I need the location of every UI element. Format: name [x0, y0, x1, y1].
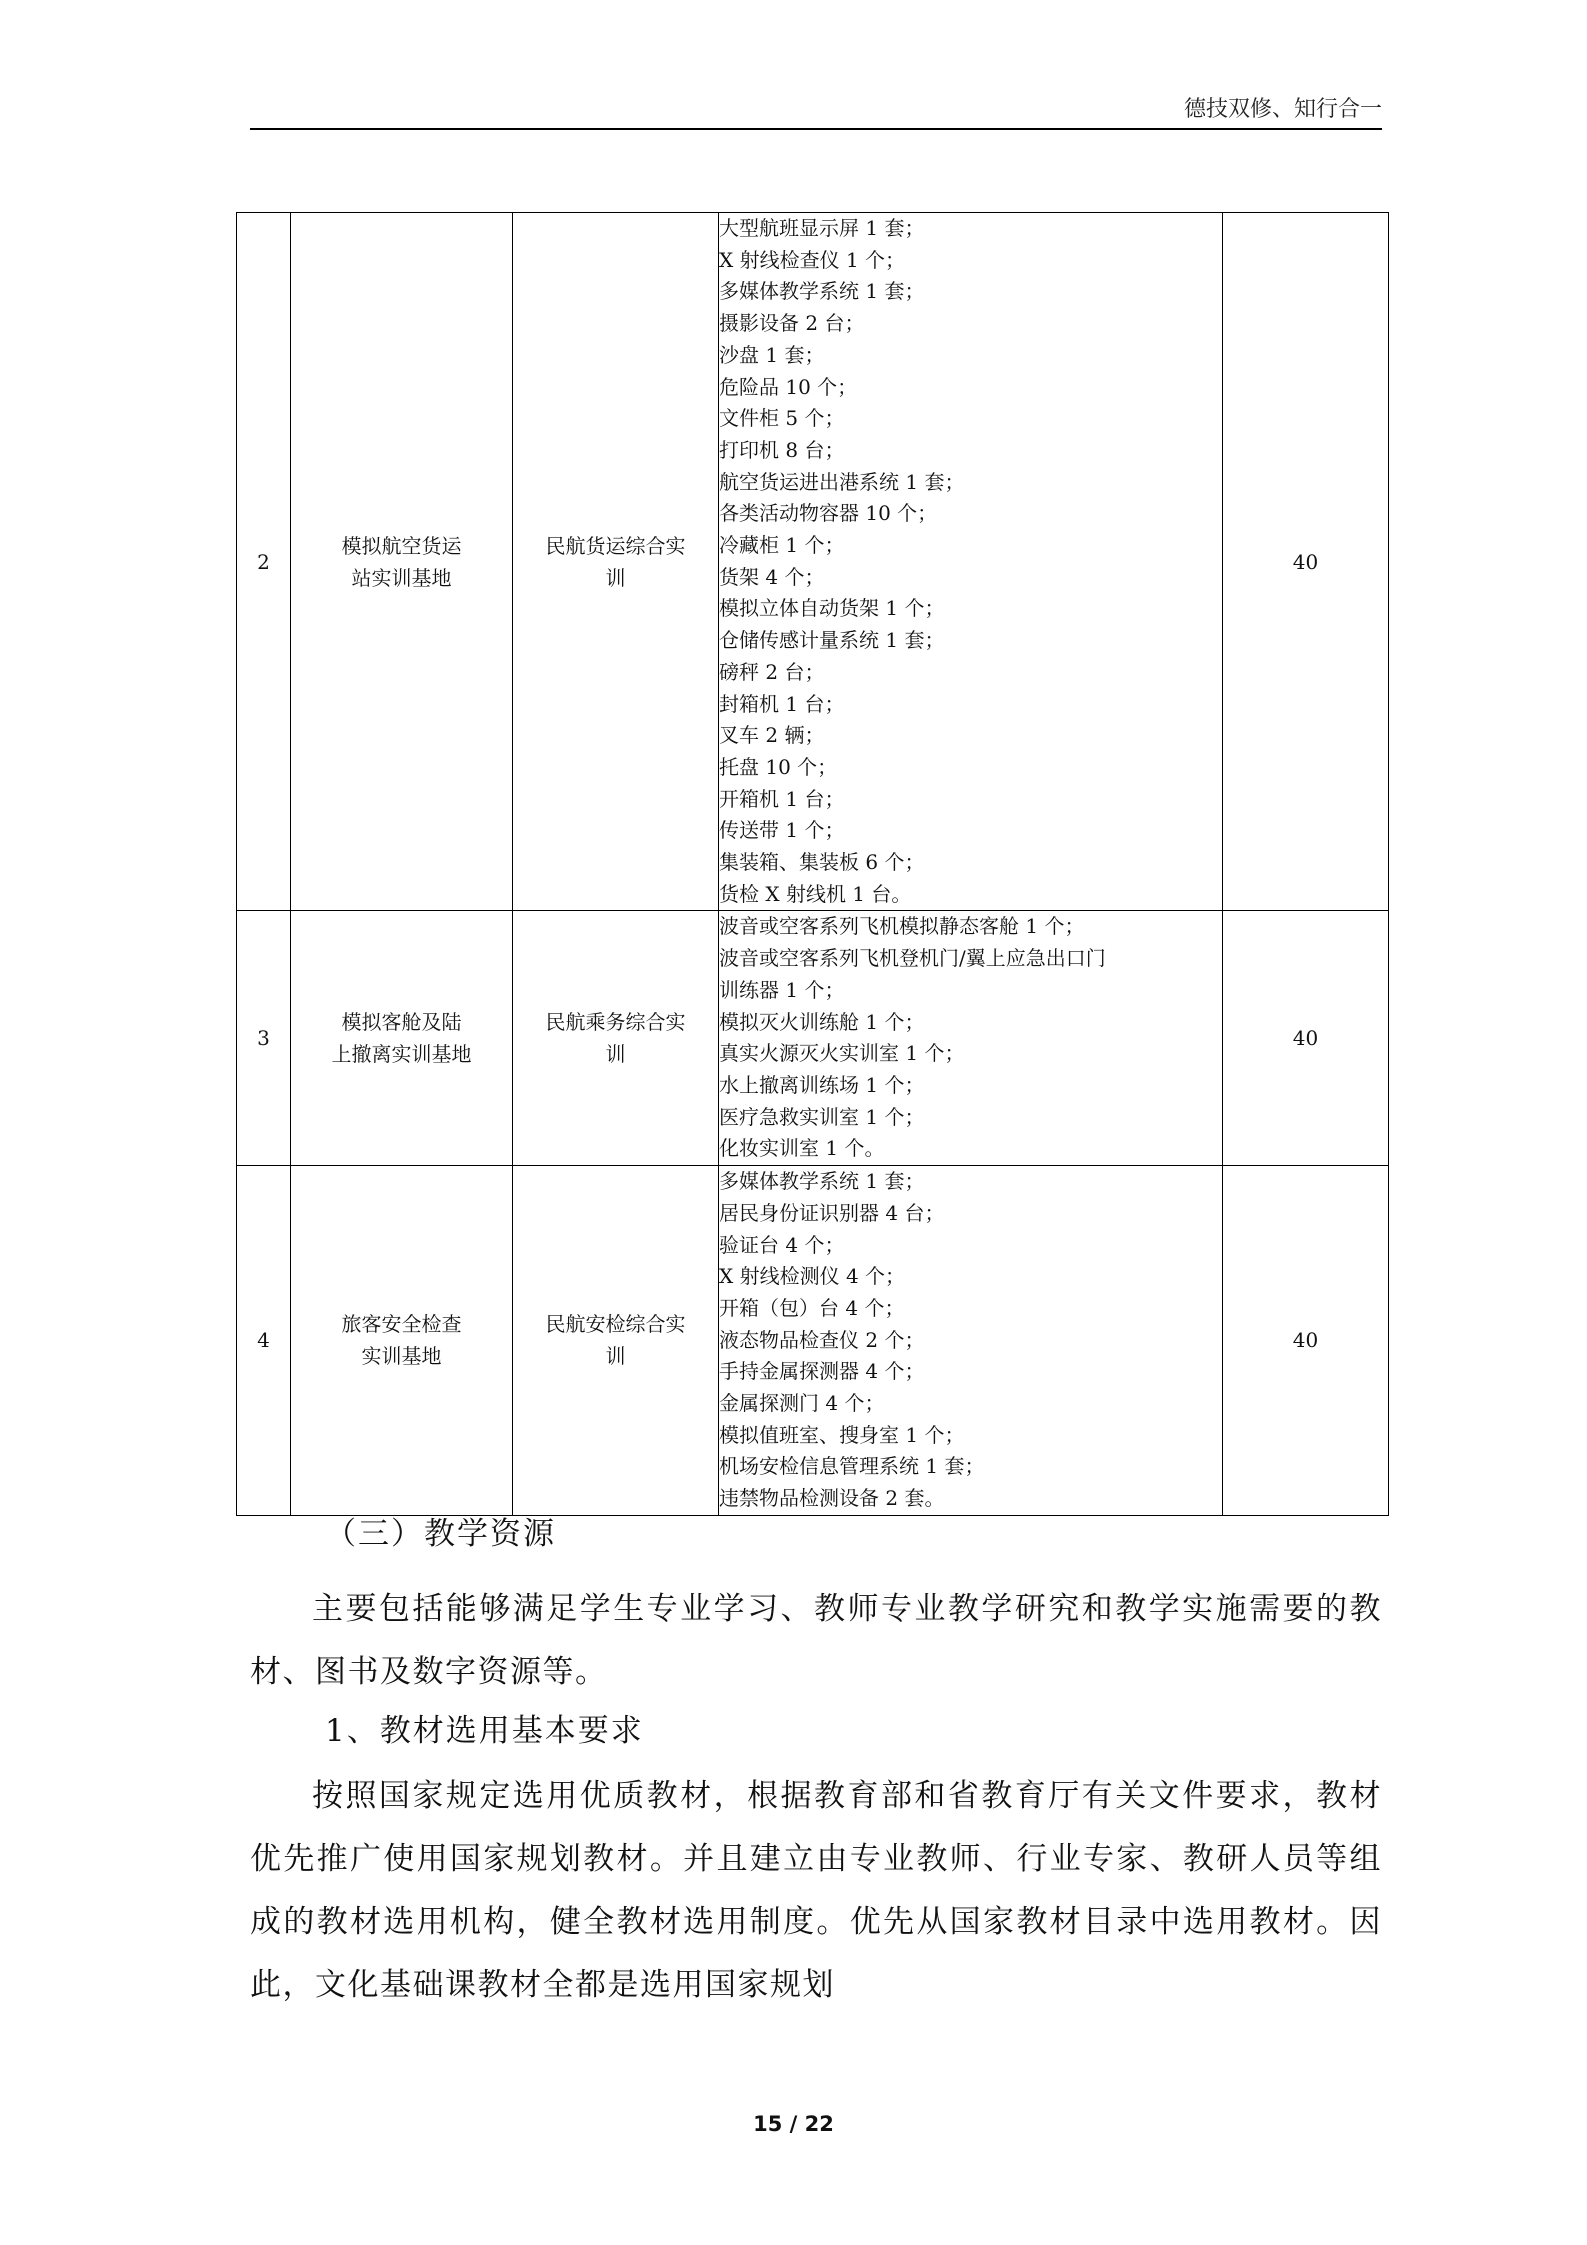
- equipment-item: 各类活动物容器 10 个；: [719, 501, 938, 526]
- equipment-item: 波音或空客系列飞机模拟静态客舱 1 个；: [719, 914, 1085, 939]
- header-motto: 德技双修、知行合一: [1183, 97, 1382, 122]
- course-name: [513, 1166, 719, 1516]
- equipment-item: 封箱机 1 台；: [719, 691, 845, 716]
- training-base-line: 模拟客舱及陆: [341, 1010, 462, 1035]
- equipment-item: 沙盘 1 套；: [719, 342, 825, 367]
- equipment-item: 托盘 10 个；: [719, 754, 838, 779]
- training-base-line: 实训基地: [361, 1344, 442, 1369]
- equipment-item: 传送带 1 个；: [719, 818, 845, 843]
- training-base-name: [291, 911, 513, 1166]
- course-name: [513, 213, 719, 911]
- equipment-item: 摄影设备 2 台；: [719, 311, 865, 336]
- equipment-item: 叉车 2 辆；: [719, 723, 825, 748]
- equipment-item: 居民身份证识别器 4 台；: [719, 1200, 945, 1225]
- equipment-item: 真实火源灭火实训室 1 个；: [719, 1041, 965, 1066]
- station-capacity: 40: [1223, 213, 1389, 911]
- header-divider: [250, 128, 1382, 130]
- station-capacity: 40: [1223, 1166, 1389, 1516]
- table-body: [237, 213, 1389, 1516]
- equipment-item: 货架 4 个；: [719, 564, 825, 589]
- section-heading: （三）教学资源: [325, 1516, 556, 1552]
- course-line: 民航乘务综合实: [545, 1010, 686, 1035]
- course-line: 民航安检综合实: [545, 1312, 686, 1337]
- equipment-item: 集装箱、集装板 6 个；: [719, 850, 925, 875]
- training-base-line: 模拟航空货运: [341, 533, 462, 558]
- equipment-list: [719, 213, 1223, 911]
- course-line: 训: [605, 1042, 626, 1067]
- training-base-table: [236, 212, 1389, 1516]
- training-base-name: [291, 1166, 513, 1516]
- equipment-list: [719, 911, 1223, 1166]
- equipment-item: 验证台 4 个；: [719, 1232, 845, 1257]
- equipment-item: 机场安检信息管理系统 1 套；: [719, 1454, 985, 1479]
- table-row: [237, 213, 1389, 911]
- paragraph-teaching-resources: 主要包括能够满足学生专业学习、教师专业教学研究和教学实施需要的教材、图书及数字资源等。: [250, 1591, 1382, 1690]
- equipment-item: 水上撤离训练场 1 个；: [719, 1072, 925, 1097]
- course-line: 训: [605, 1344, 626, 1369]
- course-line: 民航货运综合实: [545, 533, 686, 558]
- equipment-item: 训练器 1 个；: [719, 977, 845, 1002]
- subsection-heading: 1、教材选用基本要求: [325, 1713, 644, 1749]
- equipment-item: 医疗急救实训室 1 个；: [719, 1104, 925, 1129]
- equipment-item: 航空货运进出港系统 1 套；: [719, 469, 965, 494]
- equipment-item: 违禁物品检测设备 2 套。: [719, 1486, 945, 1511]
- equipment-item: 手持金属探测器 4 个；: [719, 1359, 925, 1384]
- equipment-list: [719, 1166, 1223, 1516]
- training-base-line: 旅客安全检查: [341, 1312, 462, 1337]
- row-number: 2: [237, 213, 291, 911]
- equipment-item: 磅秤 2 台；: [719, 659, 825, 684]
- equipment-item: 打印机 8 台；: [719, 437, 845, 462]
- equipment-item: 危险品 10 个；: [719, 374, 858, 399]
- equipment-item: 冷藏柜 1 个；: [719, 533, 845, 558]
- table-row: [237, 1166, 1389, 1516]
- equipment-item: 化妆实训室 1 个。: [719, 1136, 885, 1161]
- training-base-line: 上撤离实训基地: [331, 1042, 472, 1067]
- training-base-line: 站实训基地: [351, 565, 452, 590]
- course-line: 训: [605, 565, 626, 590]
- equipment-item: 货检 X 射线机 1 台。: [719, 881, 912, 906]
- station-capacity: 40: [1223, 911, 1389, 1166]
- course-name: [513, 911, 719, 1166]
- equipment-item: 模拟值班室、搜身室 1 个；: [719, 1422, 965, 1447]
- equipment-item: 金属探测门 4 个；: [719, 1391, 885, 1416]
- equipment-item: 多媒体教学系统 1 套；: [719, 279, 925, 304]
- row-number: 3: [237, 911, 291, 1166]
- equipment-item: 模拟立体自动货架 1 个；: [719, 596, 945, 621]
- equipment-item: 大型航班显示屏 1 套；: [719, 216, 925, 240]
- equipment-item: 仓储传感计量系统 1 套；: [719, 628, 945, 653]
- equipment-item: 波音或空客系列飞机登机门/翼上应急出口门: [719, 946, 1106, 971]
- equipment-item: 开箱（包）台 4 个；: [719, 1295, 905, 1320]
- page-number: 15 / 22: [753, 2112, 834, 2136]
- equipment-item: 开箱机 1 台；: [719, 786, 845, 811]
- equipment-item: 文件柜 5 个；: [719, 406, 845, 431]
- equipment-item: 模拟灭火训练舱 1 个；: [719, 1009, 925, 1034]
- equipment-item: X 射线检测仪 4 个；: [719, 1264, 906, 1289]
- table-row: [237, 911, 1389, 1166]
- training-base-name: [291, 213, 513, 911]
- row-number: 4: [237, 1166, 291, 1516]
- equipment-item: 多媒体教学系统 1 套；: [719, 1169, 925, 1194]
- equipment-item: 液态物品检查仪 2 个；: [719, 1327, 925, 1352]
- equipment-item: X 射线检查仪 1 个；: [719, 247, 906, 272]
- paragraph-textbook-requirements: 按照国家规定选用优质教材，根据教育部和省教育厅有关文件要求，教材优先推广使用国家规划教材。并且建立由专业教师、行业专家、教研人员等组成的教材选用机构，健全教材选用制度。优先从国家教材目录中选用教材。因此，文化基础课教材全都是选用国家规划: [250, 1778, 1382, 2003]
